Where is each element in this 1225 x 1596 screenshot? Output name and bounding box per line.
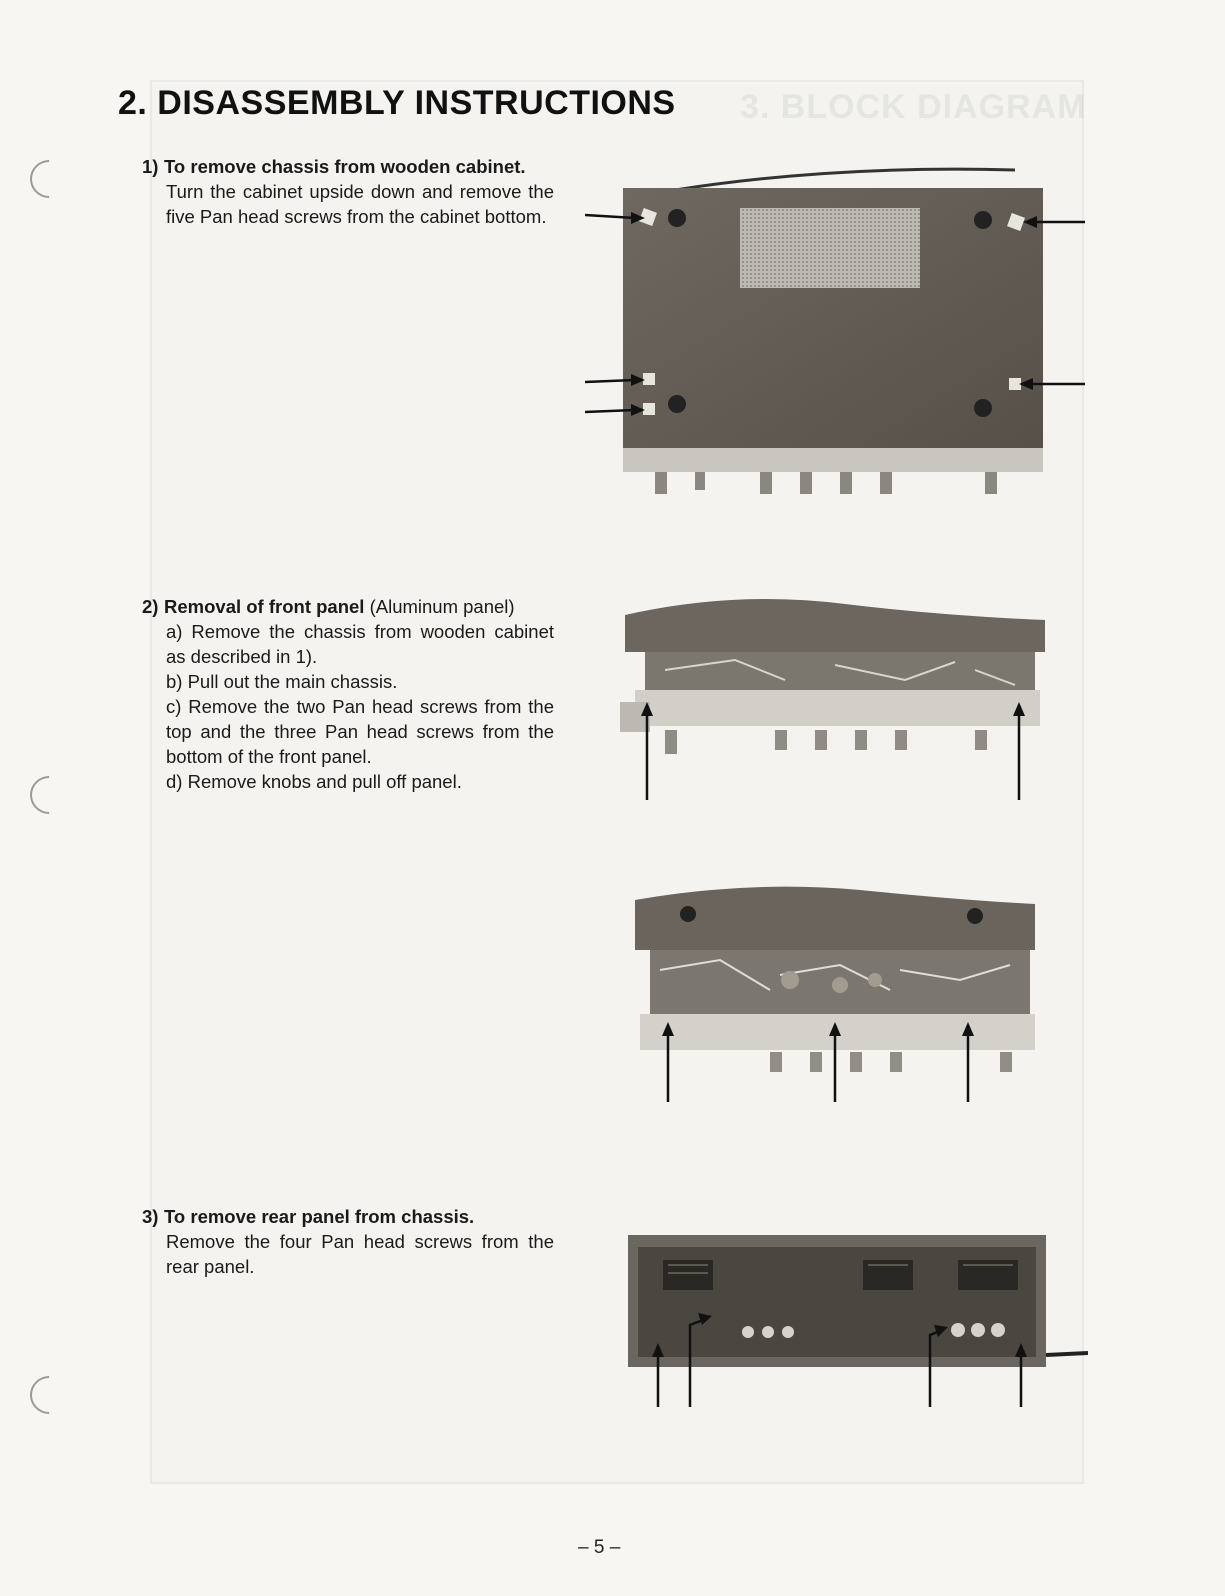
section-number: 2) <box>142 596 159 617</box>
section-heading: To remove chassis from wooden cabinet. <box>164 156 526 177</box>
section-body: Turn the cabinet upside down and remove the five Pan head screws from the cabinet bottom. <box>166 181 554 227</box>
section-number: 1) <box>142 156 159 177</box>
step-a: a) Remove the chassis from wooden cabinet as described in 1). <box>166 621 554 667</box>
photo-front-panel-bottom <box>630 880 1040 1105</box>
section-remove-chassis <box>142 154 554 229</box>
bleed-through-text: 3. BLOCK DIAGRAM <box>740 88 1087 126</box>
step-d: d) Remove knobs and pull off panel. <box>166 771 462 792</box>
step-b: b) Pull out the main chassis. <box>166 671 398 692</box>
page-title: 2. DISASSEMBLY INSTRUCTIONS <box>118 84 676 122</box>
photo-rear-panel <box>628 1235 1088 1410</box>
step-c: c) Remove the two Pan head screws from the top and the three Pan head screws from the bottom of the front panel. <box>166 696 554 767</box>
section-number: 3) <box>142 1206 159 1227</box>
section-heading-suffix: (Aluminum panel) <box>364 596 515 617</box>
section-front-panel <box>142 594 554 794</box>
photo-cabinet-bottom <box>585 160 1085 500</box>
section-heading: To remove rear panel from chassis. <box>164 1206 475 1227</box>
page-number: – 5 – <box>578 1537 621 1558</box>
section-body: Remove the four Pan head screws from the rear panel. <box>166 1231 554 1277</box>
photo-front-panel-top <box>615 590 1055 805</box>
binder-hole-icon <box>22 768 76 822</box>
binder-hole-icon <box>22 152 76 206</box>
section-heading: Removal of front panel <box>164 596 365 617</box>
binder-hole-icon <box>22 1368 76 1422</box>
section-rear-panel <box>142 1204 554 1279</box>
